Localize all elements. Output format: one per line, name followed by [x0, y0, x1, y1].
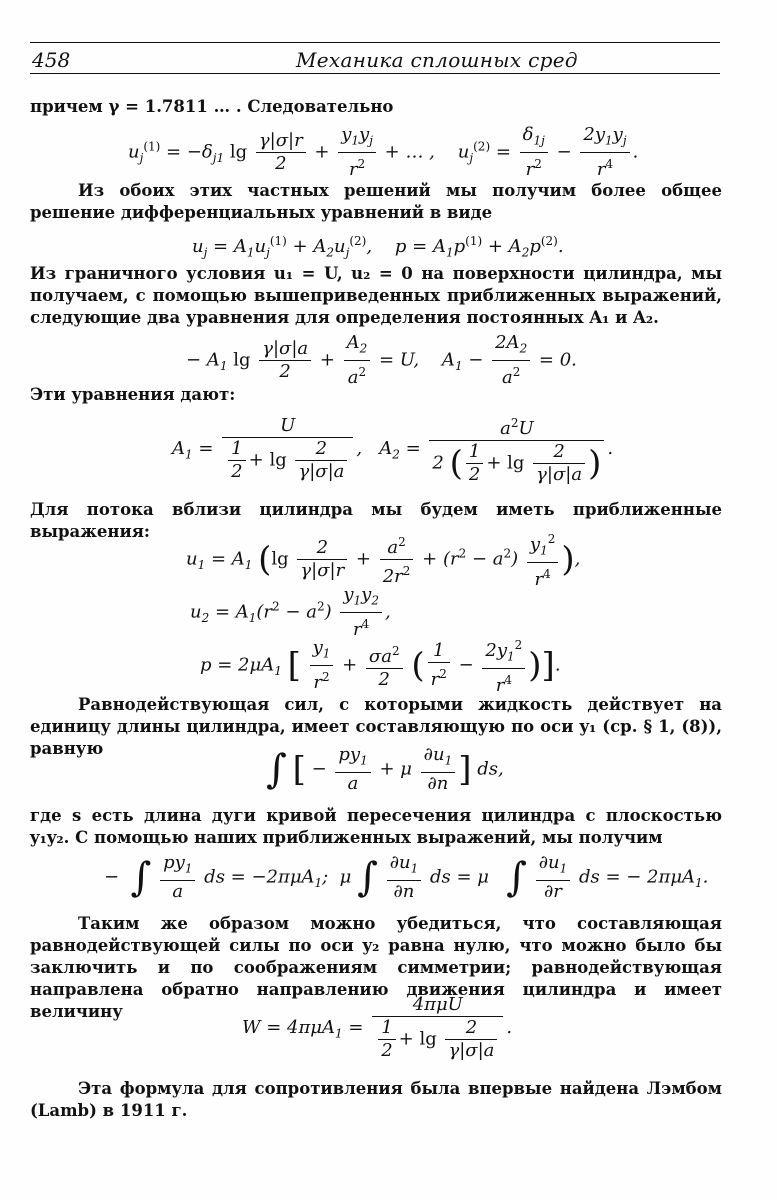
page-number: 458	[32, 48, 71, 72]
header-top-rule	[30, 42, 720, 43]
equation-constants: $A_1$ = U $\frac{1}{2}$ + lg $\frac{2}{\gamma|\sigma|a}$ , $A_2$ = $a^2U$ 2 ( $\frac{1}{2}$ + lg $\frac{2}{\gamma|\sigma|a}$ ) .	[172, 412, 613, 486]
equation-force-evaluated: − ∫ $\frac{py_1}{a}$ ds = −2πμA$_1$; μ ∫ $\frac{\partial u_1}{\partial n}$ ds = μ ∫ $\frac{\partial u_1}{\partial r}$ ds = − 2πμA$_1$.	[104, 852, 709, 902]
header-bottom-rule	[30, 73, 720, 74]
running-title: Механика сплошных сред	[296, 48, 578, 72]
equation-general-solution: $u_j = A_1u_j^{(1)} + A_2u_j^{(2)}$, $p = A_1p^{(1)} + A_2p^{(2)}$.	[192, 234, 564, 260]
paragraph-7: где s есть длина дуги кривой пересечения цилиндра с плоскостью y₁y₂. С помощью наших приближенных выражений, мы получим	[30, 806, 722, 847]
equation-drag-force: W = 4πμA$_1$ = 4πμU $\frac{1}{2}$ + lg $\frac{2}{\gamma|\sigma|a}$ .	[242, 994, 513, 1061]
paragraph-3: Из граничного условия u₁ = U, u₂ = 0 на поверхности цилиндра, мы получаем, с помощью вышеприведенных приближенных выражений, следующие два уравнения для определения постоянных A₁ и A₂.	[30, 264, 722, 327]
equation-force-integral: ∫ [ − $\frac{py_1}{a}$ + μ $\frac{\partial u_1}{\partial n}$ ] ds,	[266, 744, 504, 794]
paragraph-4: Эти уравнения дают:	[30, 385, 236, 404]
equation-u1-approx: $u_1 = A_1$ (lg $\frac{2}{\gamma|\sigma|r}$ + $\frac{a^2}{2r^2}$ + $(r^2 - a^2)$ $\frac{y_1^2}{r^4}$ ),	[186, 528, 580, 591]
paragraph-9: Эта формула для сопротивления была впервые найдена Лэмбом (Lamb) в 1911 г.	[30, 1079, 722, 1120]
equation-p-approx: $p = 2\mu A_1$ [ $\frac{y_1}{r^2}$ + $\frac{\sigma a^2}{2}$ ( $\frac{1}{r^2}$ − $\frac{2y_1^2}{r^4}$ )].	[200, 634, 561, 697]
paragraph-8: Таким же образом можно убедиться, что составляющая равнодействующей силы по оси y₂ равна нулю, что можно было бы заключить и по соображениям симметрии; равнодействующая направлена обратно направлению движения цилиндра и имеет величину	[30, 914, 722, 1021]
equation-boundary-system: − $A_1$ lg $\frac{\gamma|\sigma|a}{2}$ + $\frac{A_2}{a^2}$ = U, $A_1$ − $\frac{2A_2}{a^2}$ = 0.	[186, 332, 577, 388]
paragraph-6: Равнодействующая сил, с которыми жидкость действует на единицу длины цилиндра, имеет составляющую по оси y₁ (ср. § 1, (8)), равную	[30, 695, 722, 758]
running-header	[30, 42, 720, 72]
paragraph-5: Для потока вблизи цилиндра мы будем иметь приближенные выражения:	[30, 500, 722, 541]
equation-u2-approx: $u_2 = A_1(r^2 - a^2)$ $\frac{y_1y_2}{r^4}$ ,	[190, 584, 391, 640]
paragraph-1: причем γ = 1.7811 … . Следовательно	[30, 97, 394, 116]
equation-u-particular: $u_j^{(1)} = -\delta_{j1}$ lg $\frac{\gamma|\sigma|r}{2}$ + $\frac{y_1y_j}{r^2}$ + … , $u_j^{(2)}$ = $\frac{\delta_{1j}}{r^2}$ − $\frac{2y_1y_j}{r^4}$ .	[128, 124, 639, 180]
paragraph-2: Из обоих этих частных решений мы получим более общее решение дифференциальных уравнений в виде	[30, 181, 722, 222]
